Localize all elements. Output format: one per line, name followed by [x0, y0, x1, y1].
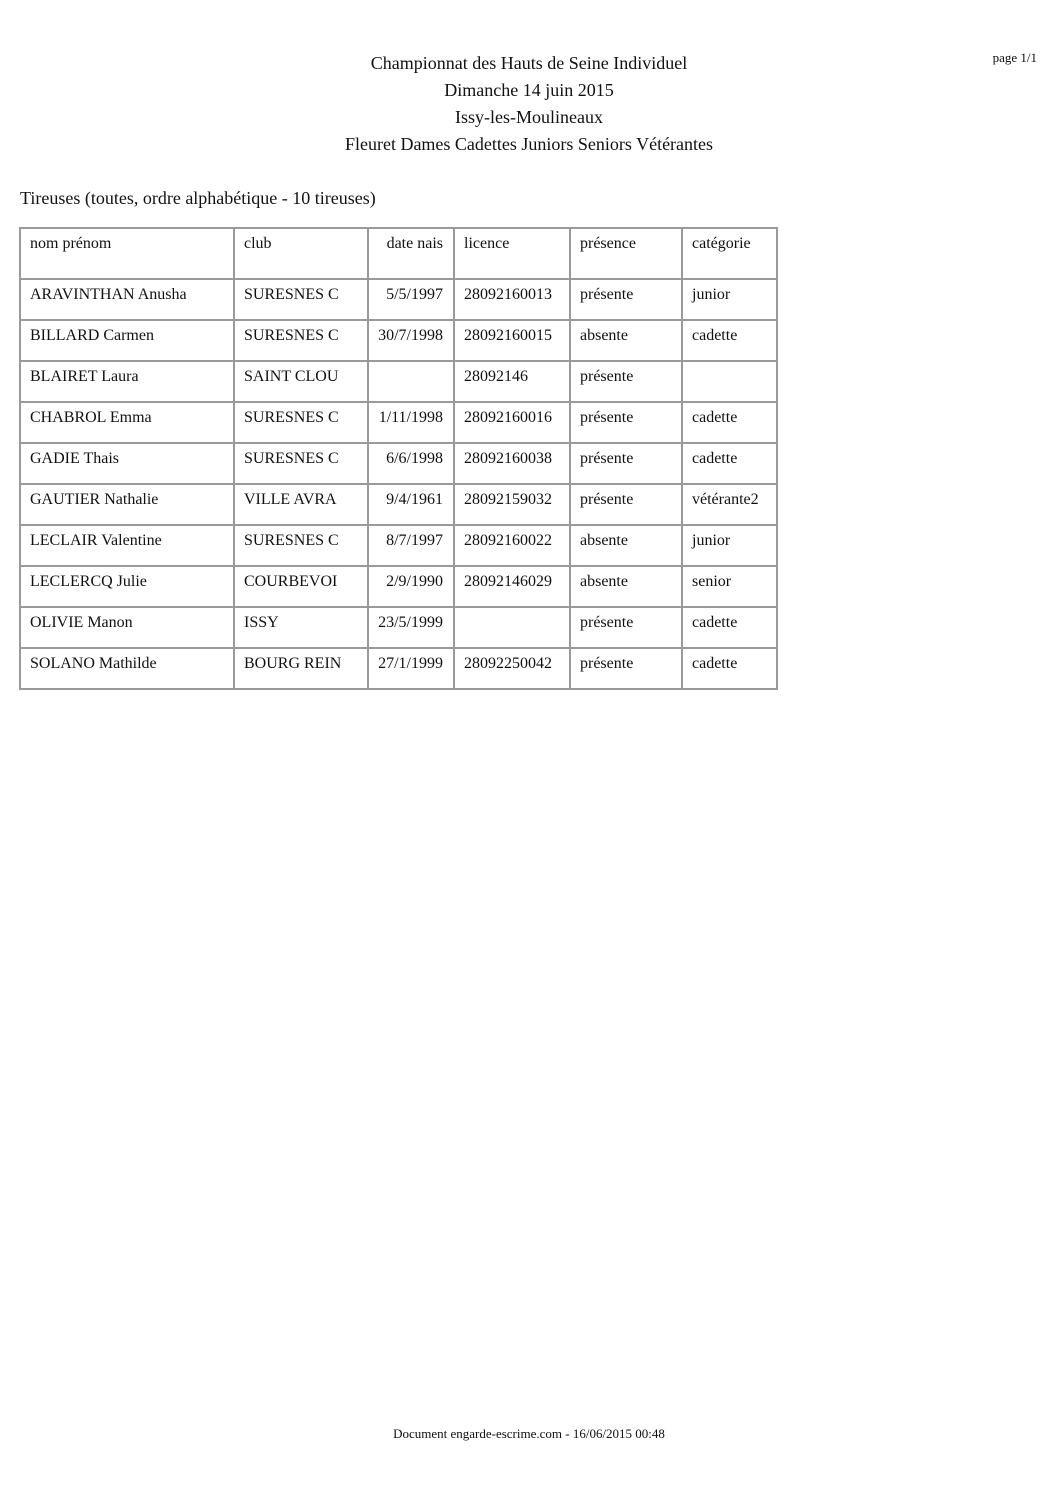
cell-presence: présente	[570, 648, 682, 689]
cell-licence: 28092160013	[454, 279, 570, 320]
cell-category: cadette	[682, 443, 777, 484]
cell-licence: 28092160016	[454, 402, 570, 443]
page-number: page 1/1	[992, 50, 1037, 65]
competition-location: Issy-les-Moulineaux	[455, 107, 603, 127]
cell-birth-date	[368, 361, 454, 402]
cell-club: VILLE AVRA	[234, 484, 368, 525]
cell-licence	[454, 607, 570, 648]
cell-category: cadette	[682, 648, 777, 689]
table-row	[20, 525, 777, 566]
cell-name: SOLANO Mathilde	[20, 648, 234, 689]
cell-licence: 28092250042	[454, 648, 570, 689]
document-header	[0, 50, 1058, 158]
table-header-row	[20, 228, 777, 279]
cell-birth-date: 5/5/1997	[368, 279, 454, 320]
column-header-birth-date: date nais	[368, 228, 454, 279]
cell-birth-date: 2/9/1990	[368, 566, 454, 607]
competition-title: Championnat des Hauts de Seine Individuel	[370, 53, 688, 73]
table-row	[20, 566, 777, 607]
column-header-presence: présence	[570, 228, 682, 279]
cell-club: SURESNES C	[234, 402, 368, 443]
cell-birth-date: 9/4/1961	[368, 484, 454, 525]
cell-presence: absente	[570, 320, 682, 361]
cell-category: senior	[682, 566, 777, 607]
list-title: Tireuses (toutes, ordre alphabétique - 10 tireuses)	[20, 188, 376, 208]
column-header-category: catégorie	[682, 228, 777, 279]
cell-presence: présente	[570, 443, 682, 484]
table-row	[20, 484, 777, 525]
cell-presence: absente	[570, 566, 682, 607]
table-row	[20, 443, 777, 484]
table-row	[20, 648, 777, 689]
competition-event: Fleuret Dames Cadettes Juniors Seniors Vétérantes	[344, 134, 714, 154]
cell-presence: absente	[570, 525, 682, 566]
table-row	[20, 279, 777, 320]
cell-birth-date: 8/7/1997	[368, 525, 454, 566]
cell-presence: présente	[570, 484, 682, 525]
cell-licence: 28092159032	[454, 484, 570, 525]
cell-name: BILLARD Carmen	[20, 320, 234, 361]
cell-club: COURBEVOI	[234, 566, 368, 607]
cell-name: BLAIRET Laura	[20, 361, 234, 402]
cell-category: junior	[682, 525, 777, 566]
table-row	[20, 607, 777, 648]
cell-name: CHABROL Emma	[20, 402, 234, 443]
column-header-club: club	[234, 228, 368, 279]
cell-name: LECLERCQ Julie	[20, 566, 234, 607]
cell-licence: 28092160038	[454, 443, 570, 484]
document-footer: Document engarde-escrime.com - 16/06/2015 00:48	[393, 1426, 665, 1441]
table-row	[20, 320, 777, 361]
cell-birth-date: 30/7/1998	[368, 320, 454, 361]
cell-category: cadette	[682, 402, 777, 443]
cell-birth-date: 27/1/1999	[368, 648, 454, 689]
fencers-table	[19, 227, 778, 690]
cell-name: GADIE Thais	[20, 443, 234, 484]
cell-club: SURESNES C	[234, 279, 368, 320]
cell-club: SURESNES C	[234, 320, 368, 361]
cell-birth-date: 6/6/1998	[368, 443, 454, 484]
column-header-licence: licence	[454, 228, 570, 279]
cell-birth-date: 23/5/1999	[368, 607, 454, 648]
cell-club: BOURG REIN	[234, 648, 368, 689]
cell-presence: présente	[570, 402, 682, 443]
cell-presence: présente	[570, 361, 682, 402]
cell-name: OLIVIE Manon	[20, 607, 234, 648]
cell-category: junior	[682, 279, 777, 320]
cell-name: LECLAIR Valentine	[20, 525, 234, 566]
table-row	[20, 361, 777, 402]
cell-presence: présente	[570, 279, 682, 320]
column-header-name: nom prénom	[20, 228, 234, 279]
cell-licence: 28092160015	[454, 320, 570, 361]
cell-presence: présente	[570, 607, 682, 648]
cell-category: cadette	[682, 320, 777, 361]
cell-licence: 28092146029	[454, 566, 570, 607]
cell-category	[682, 361, 777, 402]
table-row	[20, 402, 777, 443]
cell-birth-date: 1/11/1998	[368, 402, 454, 443]
cell-category: vétérante2	[682, 484, 777, 525]
cell-club: SAINT CLOU	[234, 361, 368, 402]
cell-name: GAUTIER Nathalie	[20, 484, 234, 525]
cell-club: ISSY	[234, 607, 368, 648]
cell-licence: 28092160022	[454, 525, 570, 566]
cell-licence: 28092146	[454, 361, 570, 402]
cell-name: ARAVINTHAN Anusha	[20, 279, 234, 320]
cell-club: SURESNES C	[234, 443, 368, 484]
cell-club: SURESNES C	[234, 525, 368, 566]
cell-category: cadette	[682, 607, 777, 648]
competition-date: Dimanche 14 juin 2015	[444, 80, 614, 100]
